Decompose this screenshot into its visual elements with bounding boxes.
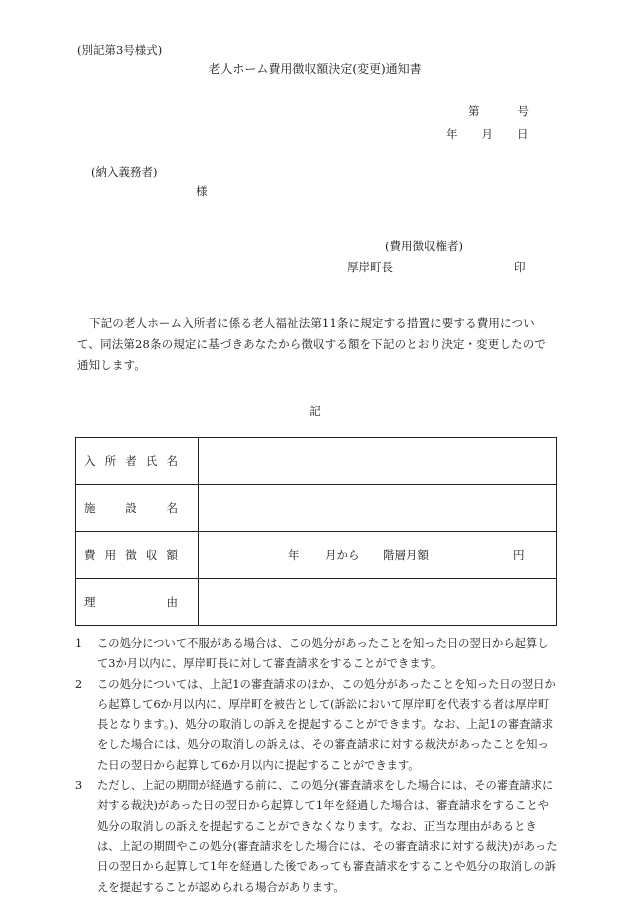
date-year: 年	[446, 127, 458, 141]
facility-name-field[interactable]	[199, 485, 557, 532]
details-table	[75, 437, 557, 626]
fee-year: 年	[288, 548, 300, 562]
ki-heading: 記	[309, 404, 321, 418]
fee-from-month: 月から	[325, 548, 360, 562]
table-row	[76, 579, 557, 626]
honorific-sama: 様	[196, 184, 208, 198]
fee-amount-field[interactable]	[199, 532, 557, 579]
table-row	[76, 532, 557, 579]
fee-amount-label: 費 用 徴 収 額	[76, 532, 199, 579]
payer-label: (納入義務者)	[91, 165, 158, 179]
reference-go: 号	[517, 104, 529, 118]
reason-field[interactable]	[199, 579, 557, 626]
fee-bracket-monthly: 階層月額	[383, 548, 429, 562]
list-item: 3 ただし、上記の期間が経過する前に、この処分(審査請求をした場合には、その審査請求に対する裁決)があった日の翌日から起算して1年を経過した場合は、審査請求をすることや処分の取消しの訴えを提起することができなくなります。なお、正当な理由があるときは、上記の期間やこの処分(審査請求をした場合には、その審査請求に対する裁決)があった日の翌日から起算して1年を経過した後であっても審査請求をすることや処分の取消しの訴えを提起することが認められる場合があります。	[75, 779, 558, 894]
reference-dai: 第	[468, 104, 480, 118]
mayor-title: 厚岸町長	[347, 260, 393, 274]
resident-name-field[interactable]	[199, 438, 557, 485]
table-row	[76, 438, 557, 485]
reason-label: 理 由	[76, 579, 199, 626]
list-item: 2 この処分については、上記1の審査請求のほか、この処分があったことを知った日の翌日から起算して6か月以内に、厚岸町を被告として(訴訟において厚岸町を代表する者は厚岸町長となります。)、処分の取消しの訴えを提起することができます。なお、上記1の審査請求をした場合には、処分の取消しの訴えは、その審査請求に対する裁決があったことを知った日の翌日から起算して6か月以内に提起することができます。	[75, 677, 556, 772]
facility-name-label: 施 設 名	[76, 485, 199, 532]
date-month: 月	[481, 127, 493, 141]
seal-mark: 印	[514, 260, 526, 274]
table-row	[76, 485, 557, 532]
issue-date	[446, 126, 529, 142]
appeal-notes	[75, 634, 559, 898]
form-number-label: (別記第3号様式)	[77, 43, 163, 57]
reference-number	[468, 103, 529, 119]
notice-body: 下記の老人ホーム入所者に係る老人福祉法第11条に規定する措置に要する費用について、同法第28条の規定に基づきあなたから徴収する額を下記のとおり決定・変更したので通知します。	[77, 316, 547, 372]
document-title: 老人ホーム費用徴収額決定(変更)通知書	[208, 62, 422, 76]
list-item: 1 この処分について不服がある場合は、この処分があったことを知った日の翌日から起算して3か月以内に、厚岸町長に対して審査請求をすることができます。	[75, 637, 549, 671]
resident-name-label: 入 所 者 氏 名	[76, 438, 199, 485]
date-day: 日	[517, 127, 529, 141]
authority-label: (費用徴収権者)	[385, 239, 463, 253]
fee-yen: 円	[513, 548, 525, 562]
